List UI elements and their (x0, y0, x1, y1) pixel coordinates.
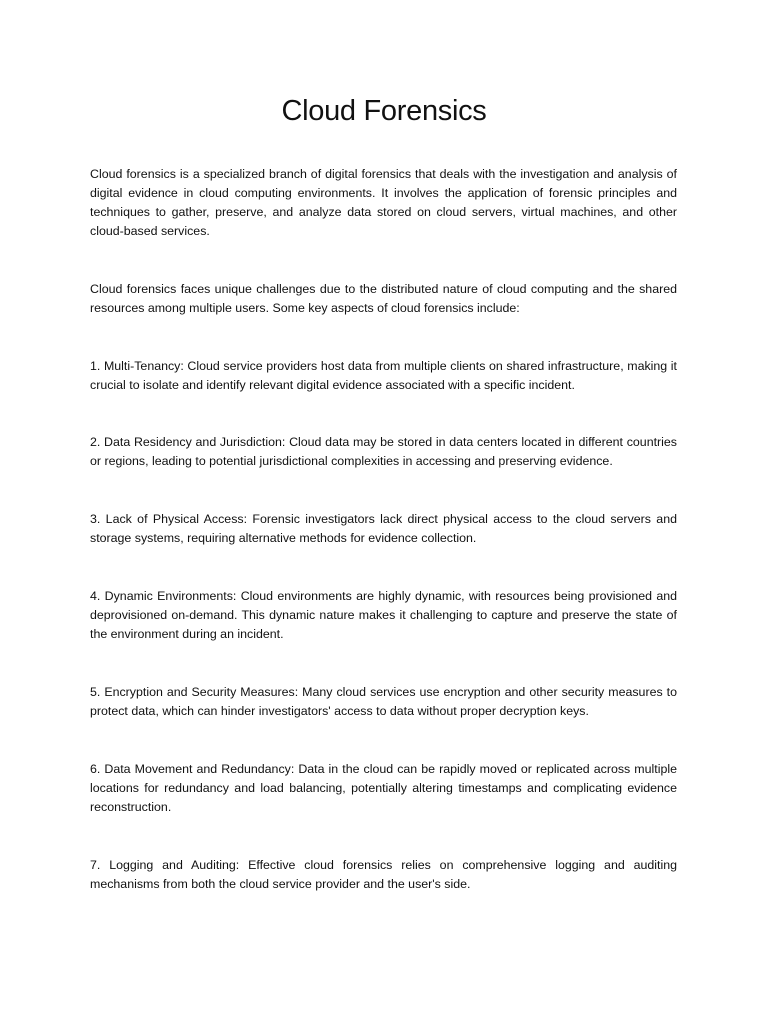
page-title: Cloud Forensics (281, 95, 487, 127)
list-item-data-residency: 2. Data Residency and Jurisdiction: Cloud data may be stored in data centers located in different countries or regions, leading to potential jurisdictional complexities in accessing and preserving evidence. (90, 435, 677, 468)
paragraph-intro: Cloud forensics is a specialized branch of digital forensics that deals with the investigation and analysis of digital evidence in cloud computing environments. It involves the application of forensic principles and techniques to gather, preserve, and analyze data stored on cloud servers, virtual machines, and other cloud-based services. (90, 167, 677, 238)
list-item-data-movement: 6. Data Movement and Redundancy: Data in the cloud can be rapidly moved or replicated across multiple locations for redundancy and load balancing, potentially altering timestamps and complicating evidence reconstruction. (90, 762, 677, 814)
list-item-dynamic-environments: 4. Dynamic Environments: Cloud environments are highly dynamic, with resources being provisioned and deprovisioned on-demand. This dynamic nature makes it challenging to capture and preserve the state of the environment during an incident. (90, 589, 677, 641)
list-item-logging: 7. Logging and Auditing: Effective cloud forensics relies on comprehensive logging and auditing mechanisms from both the cloud service provider and the user's side. (90, 858, 677, 891)
list-item-encryption: 5. Encryption and Security Measures: Many cloud services use encryption and other security measures to protect data, which can hinder investigators' access to data without proper decryption keys. (90, 685, 677, 718)
list-item-multi-tenancy: 1. Multi-Tenancy: Cloud service providers host data from multiple clients on shared infrastructure, making it crucial to isolate and identify relevant digital evidence associated with a specific incident. (90, 359, 677, 392)
paragraph-challenges: Cloud forensics faces unique challenges due to the distributed nature of cloud computing and the shared resources among multiple users. Some key aspects of cloud forensics include: (90, 282, 677, 315)
list-item-physical-access: 3. Lack of Physical Access: Forensic investigators lack direct physical access to the cloud servers and storage systems, requiring alternative methods for evidence collection. (90, 512, 677, 545)
